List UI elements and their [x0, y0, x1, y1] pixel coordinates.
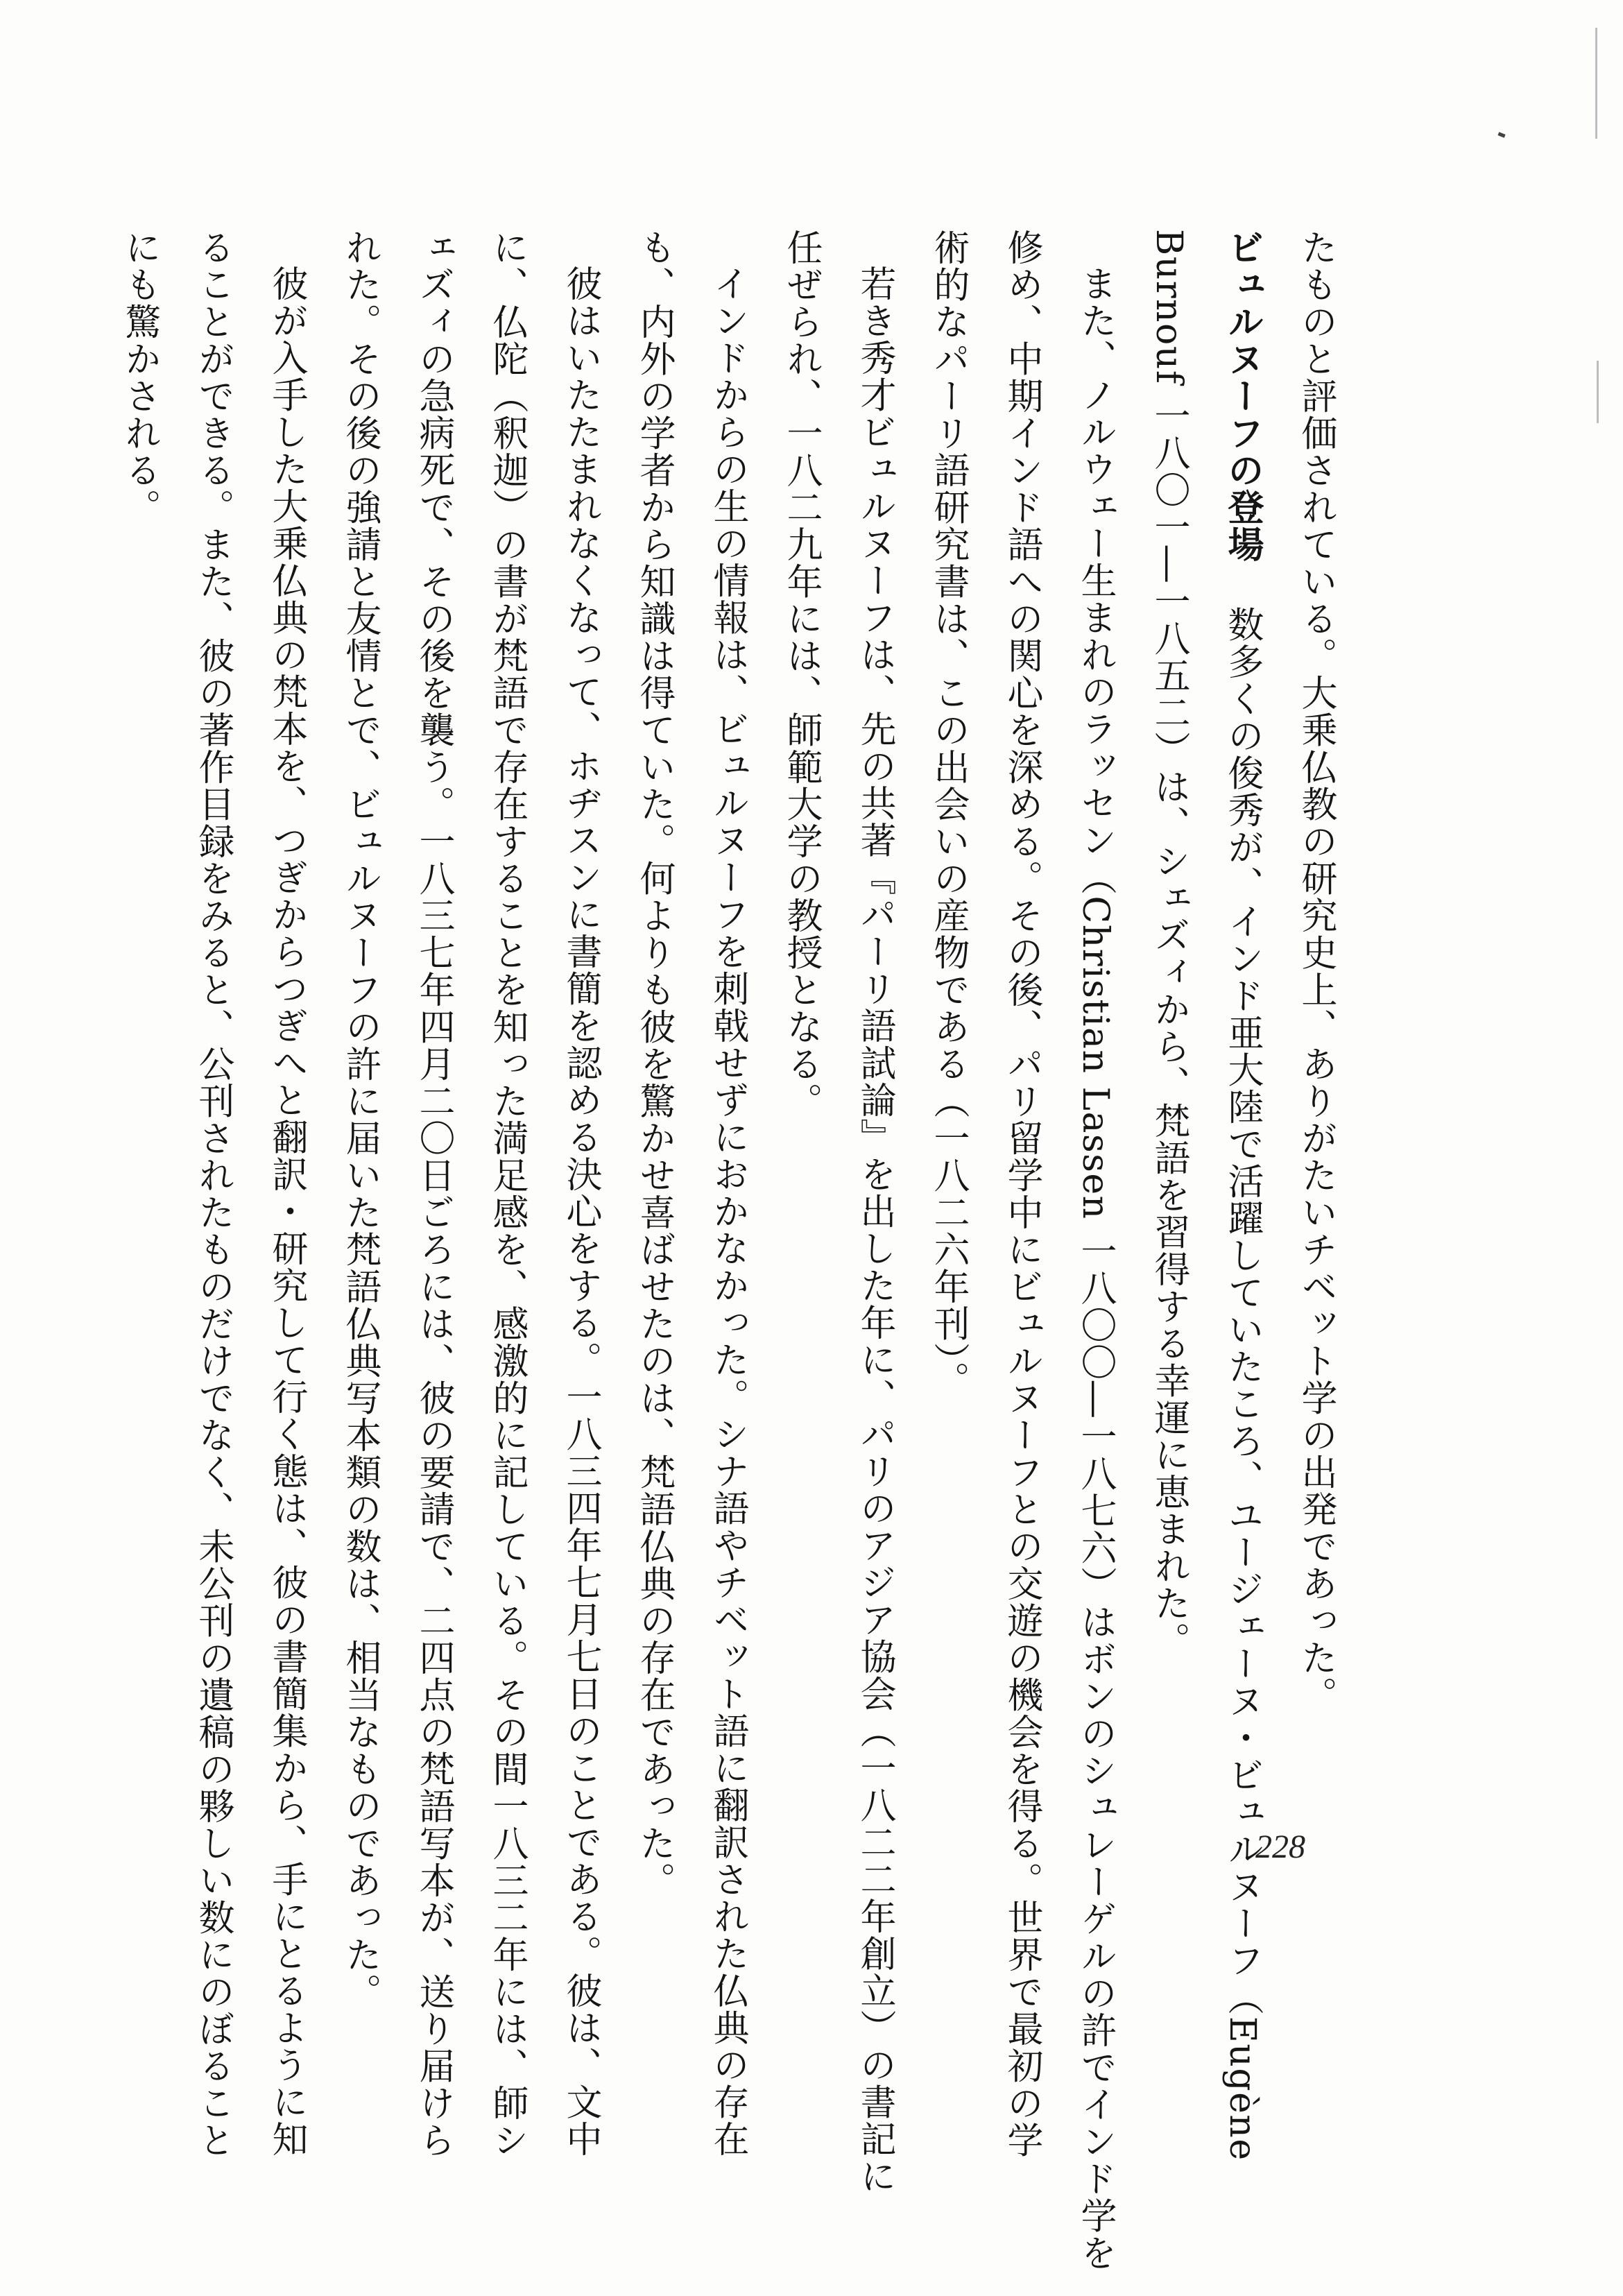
text-column: 彼はいたたまれなくなって、ホヂスンに書簡を認める決心をする。一八三四年七月七日のことである。彼は、文中	[560, 265, 601, 2158]
text-column: 彼が入手した大乗仏典の梵本を、つぎからつぎへと翻訳・研究して行く態は、彼の書簡集から、手にとるように知	[266, 265, 307, 2158]
text-column: に、仏陀（釈迦）の書が梵語で存在することを知った満足感を、感激的に記している。その間一八三二年には、師シ	[486, 229, 528, 2159]
text-column: ェズィの急病死で、その後を襲う。一八三七年四月二〇日ごろには、彼の要請で、二四点の梵語写本が、送り届けら	[413, 229, 454, 2159]
section-heading-column	[1205, 229, 1279, 2161]
vertical-text-body	[119, 229, 1352, 2272]
text-column: また、ノルウェー生まれのラッセン（Christian Lassen 一八〇〇―一八七六）はボンのシュレーゲルの許でインド学を	[1074, 265, 1116, 2272]
heading-gap	[1224, 563, 1260, 606]
text-column: も、内外の学者から知識は得ていた。何よりも彼を驚かせ喜ばせたのは、梵語仏典の存在であった。	[633, 229, 675, 1899]
scan-margin-mark	[1595, 28, 1597, 139]
text-column: 任ぜられ、一八二九年には、師範大学の教授となる。	[780, 229, 822, 1120]
scan-speck	[1497, 132, 1505, 137]
scan-margin-mark	[1597, 361, 1599, 423]
text-column: ることができる。また、彼の著作目録をみると、公刊されたものだけでなく、未公刊の遺稿の夥しい数にのぼること	[192, 229, 234, 2159]
text-column: Burnouf 一八〇一―一八五二）は、シェズィから、梵語を習得する幸運に恵まれた。	[1148, 229, 1190, 1659]
section-heading: ビュルヌーフの登場	[1221, 229, 1263, 563]
page-number: 228	[1255, 1828, 1305, 1865]
text-column: 術的なパーリ語研究書は、この出会いの産物である（一八二六年刊）。	[927, 229, 969, 1398]
text-column: 若き秀才ビュルヌーフは、先の共著『パーリ語試論』を出した年に、パリのアジア協会（一八二二年創立）の書記に	[854, 265, 895, 2195]
text-span: 数多くの俊秀が、インド亜大陸で活躍していたころ、ユージェーヌ・ビュルヌーフ（Eugène	[1221, 606, 1263, 2161]
text-column: 修め、中期インド語への関心を深める。その後、パリ留学中にビュルヌーフとの交遊の機会を得る。世界で最初の学	[1001, 229, 1042, 2159]
text-column: れた。その後の強請と友情とで、ビュルヌーフの許に届いた梵語仏典写本類の数は、相当なものであった。	[339, 229, 381, 2010]
text-column: にも驚かされる。	[119, 229, 160, 526]
text-column: インドからの生の情報は、ビュルヌーフを刺戟せずにおかなかった。シナ語やチベット語に翻訳された仏典の存在	[707, 265, 748, 2158]
text-column: たものと評価されている。大乗仏教の研究史上、ありがたいチベット学の出発であった。	[1295, 229, 1337, 1713]
